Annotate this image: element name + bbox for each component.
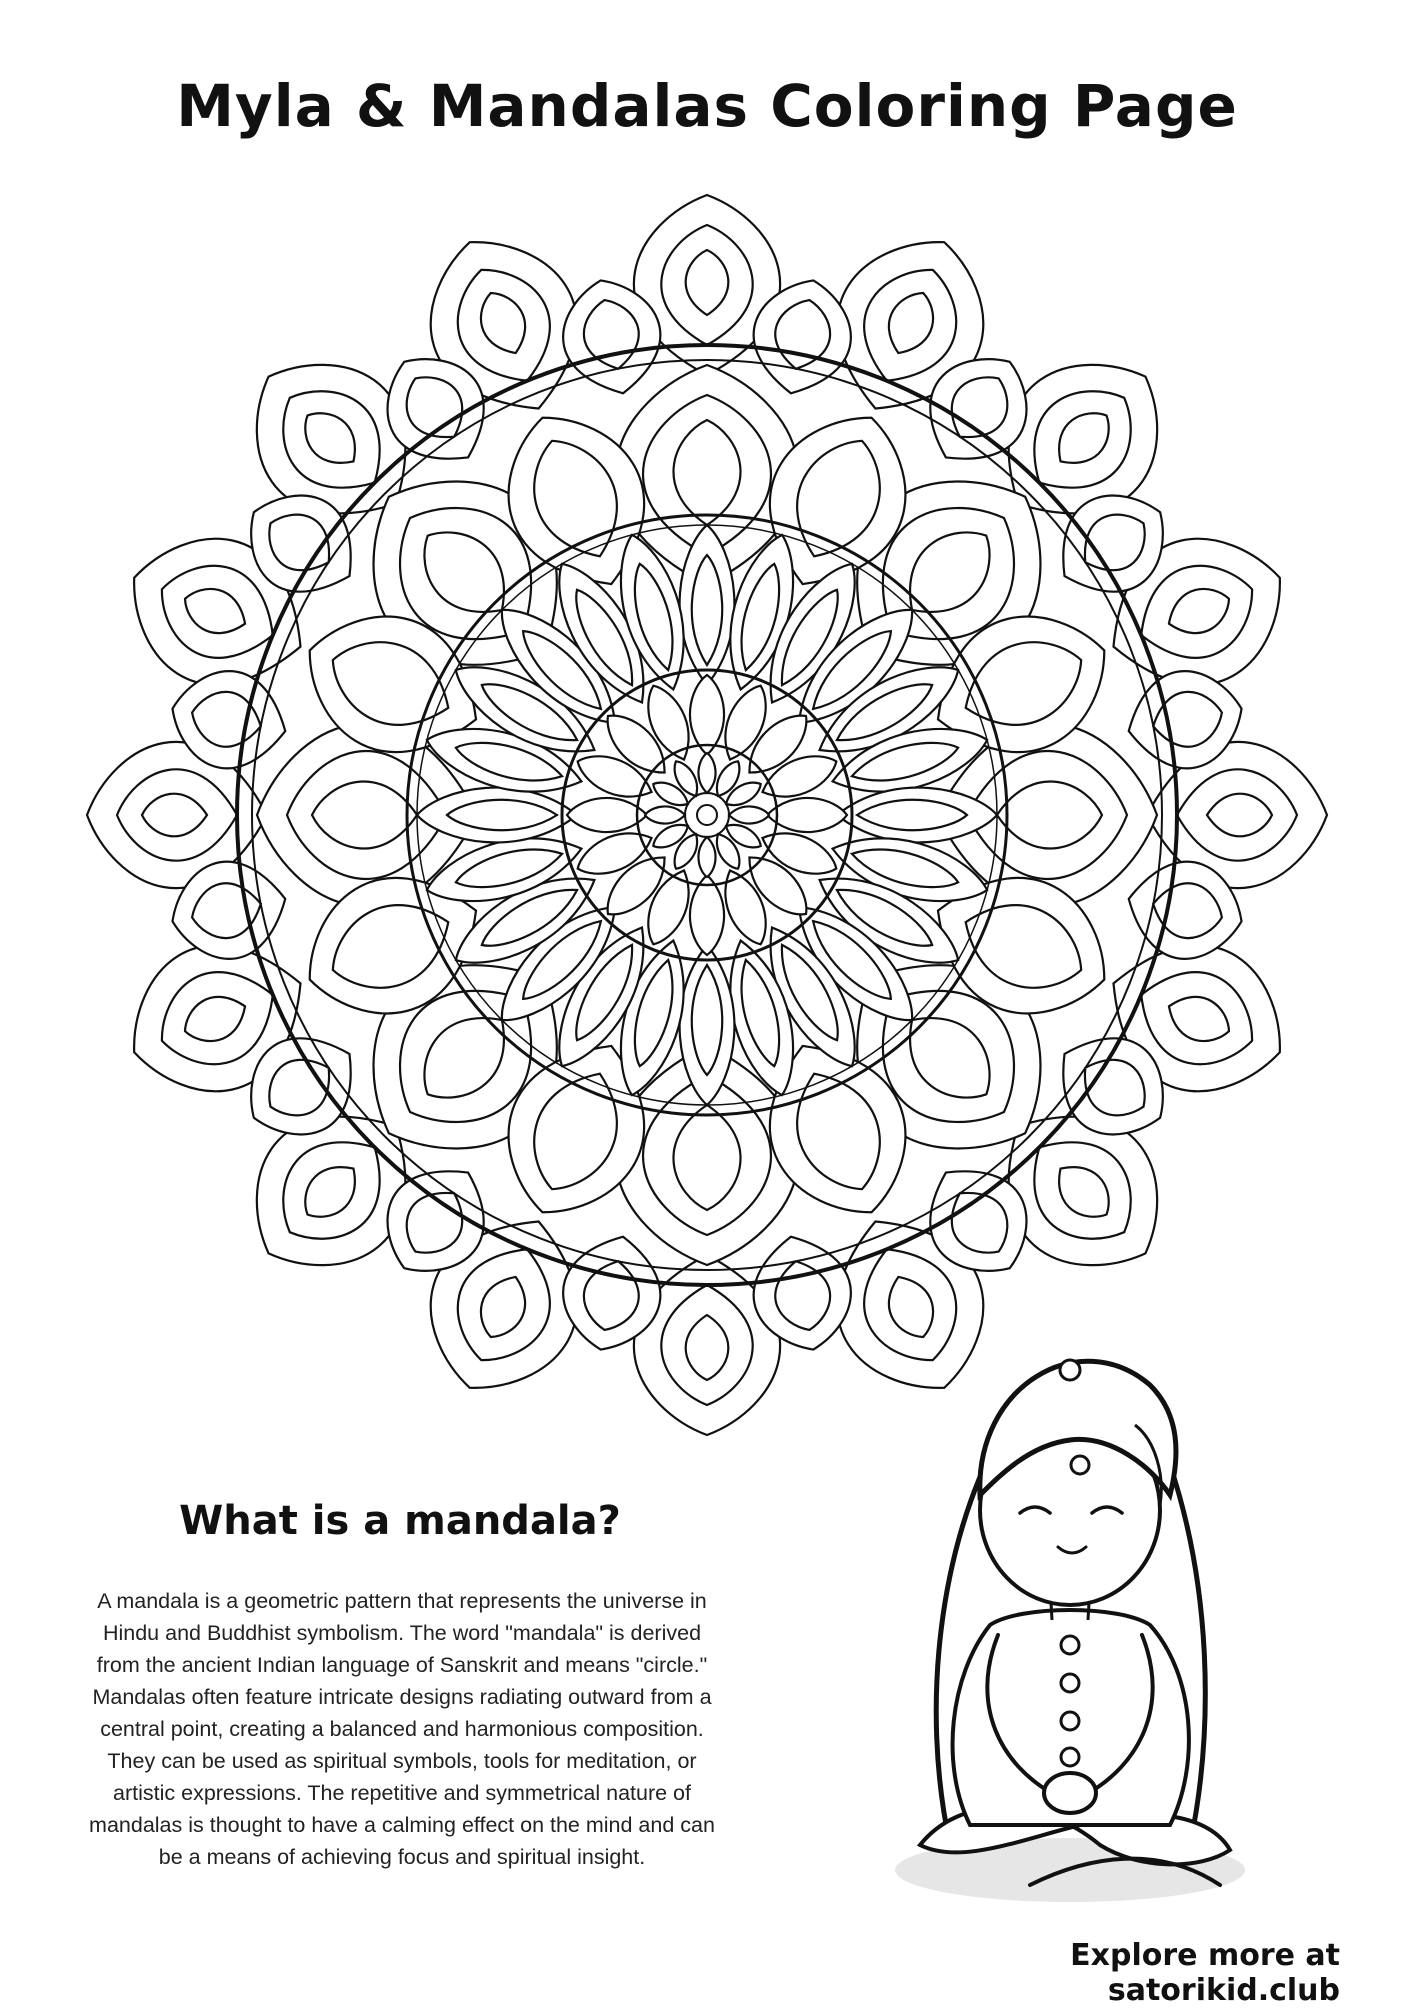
section-body: A mandala is a geometric pattern that represents the universe in Hindu and Buddhist symbolism. The word "mandala" is derived from the ancient Indian language of Sanskrit and means "circle." Mandalas often feature intricate designs radiating outward from a central point, creating a balanced and harmonious composition. They can be used as spiritual symbols, tools for meditation, or artistic expressions. The repetitive and symmetrical nature of mandalas is thought to have a calming effect on the mind and can be a means of achieving focus and spiritual insight. [89,1589,715,1869]
section-heading: What is a mandala? [179,1498,621,1544]
page-title: Myla & Mandalas Coloring Page [176,72,1238,140]
character-svg [880,1325,1260,1915]
mandala-illustration [77,185,1337,1445]
mandala-core-petal [698,837,715,877]
mandala-core-ring [685,793,729,837]
mandala-center-petal [567,798,647,832]
chakra-dot [1061,1674,1079,1692]
mandala-core-dot [697,805,717,825]
chakra-dot [1061,1712,1079,1730]
crown-dot [1060,1360,1080,1380]
chakra-dot [1061,1748,1079,1766]
footer-link-text: Explore more at satorikid.club [1070,1938,1340,2008]
mandala-core-petal [729,806,769,823]
mandala-core-petal [645,806,685,823]
mandala-core-petal [698,753,715,793]
third-eye-dot [1071,1456,1089,1474]
meditating-girl-illustration [880,1325,1260,1915]
mandala-center-petal [690,875,724,955]
mandala-center-petal [690,675,724,755]
hands [1044,1773,1096,1813]
chakra-dot [1061,1636,1079,1654]
mandala-center-petal [767,798,847,832]
mandala-svg [77,185,1337,1445]
